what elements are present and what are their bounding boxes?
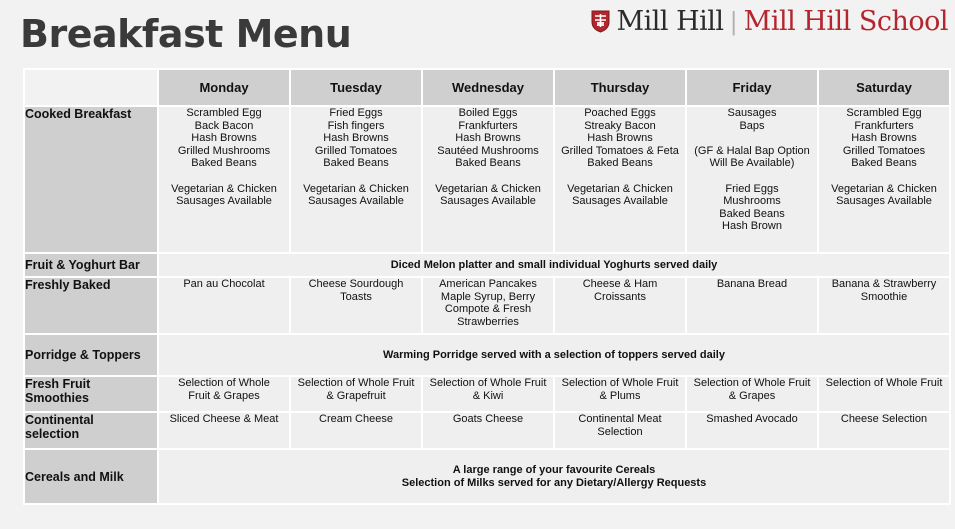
menu-item-line: Selection of Milks served for any Dietary/Allergy Requests bbox=[401, 476, 707, 489]
menu-item-line: Baked Beans bbox=[455, 157, 521, 170]
menu-item-line: Vegetarian & Chicken bbox=[831, 182, 937, 195]
menu-item-line: Hash Browns bbox=[191, 132, 257, 145]
cooked-tuesday bbox=[290, 106, 422, 253]
menu-item-line: Poached Eggs bbox=[584, 107, 656, 119]
row-cereals-milk bbox=[24, 449, 950, 504]
school-logo bbox=[591, 6, 948, 37]
smoothies-monday bbox=[158, 376, 290, 412]
day-header-monday: Monday bbox=[158, 69, 290, 106]
row-label-cereals-milk: Cereals and Milk bbox=[24, 449, 158, 504]
menu-item-line: Hash Browns bbox=[323, 132, 389, 145]
menu-item-line: selection bbox=[25, 427, 80, 441]
continental-tuesday bbox=[290, 412, 422, 449]
menu-item-line: Cheese Selection bbox=[840, 413, 928, 425]
smoothies-wednesday bbox=[422, 376, 554, 412]
baked-tuesday bbox=[290, 277, 422, 334]
menu-item-line: Goats Cheese bbox=[452, 413, 524, 425]
line-spacer bbox=[423, 170, 553, 183]
cooked-wednesday bbox=[422, 106, 554, 253]
menu-item-line: Selection of Whole Fruit bbox=[297, 377, 415, 389]
menu-item-line: Sausages Available bbox=[572, 195, 668, 208]
menu-item-line: American Pancakes bbox=[439, 278, 537, 290]
menu-item-line: Sliced Cheese & Meat bbox=[169, 413, 279, 425]
cooked-saturday bbox=[818, 106, 950, 253]
menu-item-line: Hash Browns bbox=[587, 132, 653, 145]
row-label-fruit-yoghurt-bar: Fruit & Yoghurt Bar bbox=[24, 253, 158, 277]
row-label-porridge-toppers: Porridge & Toppers bbox=[24, 334, 158, 376]
line-spacer bbox=[687, 132, 817, 145]
menu-item-line: Banana & Strawberry bbox=[831, 278, 937, 290]
row-continental-selection bbox=[24, 412, 950, 449]
menu-item-line: Frankfurters bbox=[458, 119, 518, 132]
menu-item-line: Cream Cheese bbox=[319, 413, 393, 425]
menu-item-line: Banana Bread bbox=[716, 278, 788, 290]
row-label-cooked-breakfast: Cooked Breakfast bbox=[24, 106, 158, 253]
menu-item-line: Continental Meat bbox=[578, 413, 662, 425]
menu-item-line: Fish fingers bbox=[327, 119, 385, 132]
menu-item-line: Cheese Sourdough bbox=[308, 278, 404, 290]
line-spacer bbox=[819, 170, 949, 183]
menu-item-line: Boiled Eggs bbox=[458, 107, 518, 119]
row-label-fresh-fruit-smoothies bbox=[24, 376, 158, 412]
baked-friday bbox=[686, 277, 818, 334]
menu-item-line: Mushrooms bbox=[723, 195, 781, 208]
line-spacer bbox=[687, 170, 817, 183]
menu-item-line: Grilled Mushrooms bbox=[177, 144, 271, 157]
menu-item-line: Compote & Fresh bbox=[444, 303, 532, 316]
menu-item-line: Sautéed Mushrooms bbox=[437, 144, 539, 157]
menu-item-line: Continental bbox=[25, 413, 94, 427]
continental-thursday bbox=[554, 412, 686, 449]
menu-item-line: Fruit & Grapes bbox=[188, 389, 260, 402]
day-header-saturday: Saturday bbox=[818, 69, 950, 106]
fruit-yoghurt-daily: Diced Melon platter and small individual Yoghurts served daily bbox=[158, 253, 950, 277]
menu-item-line: Strawberries bbox=[457, 315, 519, 328]
menu-item-line: Toasts bbox=[340, 290, 372, 303]
baked-monday bbox=[158, 277, 290, 334]
continental-friday bbox=[686, 412, 818, 449]
menu-item-line: & Grapes bbox=[728, 389, 776, 402]
menu-item-line: Grilled Tomatoes & Feta bbox=[561, 144, 679, 157]
menu-item-line: Sausages Available bbox=[176, 195, 272, 208]
baked-thursday bbox=[554, 277, 686, 334]
logo-name-school: Mill Hill School bbox=[743, 6, 948, 37]
menu-item-line: Hash Brown bbox=[722, 220, 782, 233]
line-spacer bbox=[159, 170, 289, 183]
smoothies-saturday bbox=[818, 376, 950, 412]
cooked-monday bbox=[158, 106, 290, 253]
logo-separator: | bbox=[729, 7, 738, 36]
cooked-friday bbox=[686, 106, 818, 253]
day-header-tuesday: Tuesday bbox=[290, 69, 422, 106]
menu-item-line: Back Bacon bbox=[194, 119, 254, 132]
menu-item-line: Baps bbox=[739, 119, 765, 132]
crest-icon bbox=[591, 10, 610, 33]
menu-item-line: Baked Beans bbox=[323, 157, 389, 170]
menu-item-line: Selection of Whole bbox=[178, 377, 270, 389]
continental-wednesday bbox=[422, 412, 554, 449]
menu-item-line: Hash Browns bbox=[455, 132, 521, 145]
baked-wednesday bbox=[422, 277, 554, 334]
day-header-thursday: Thursday bbox=[554, 69, 686, 106]
menu-item-line: A large range of your favourite Cereals bbox=[452, 463, 656, 476]
smoothies-tuesday bbox=[290, 376, 422, 412]
menu-item-line: Sausages Available bbox=[836, 195, 932, 208]
menu-item-line: Selection of Whole Fruit bbox=[825, 377, 943, 389]
menu-item-line: Sausages bbox=[727, 107, 777, 119]
smoothies-friday bbox=[686, 376, 818, 412]
menu-item-line: & Kiwi bbox=[472, 389, 504, 402]
row-fresh-fruit-smoothies bbox=[24, 376, 950, 412]
menu-item-line: & Grapefruit bbox=[326, 389, 386, 402]
row-label-continental-selection bbox=[24, 412, 158, 449]
row-freshly-baked bbox=[24, 277, 950, 334]
menu-item-line: Scrambled Egg bbox=[186, 107, 262, 119]
menu-item-line: Selection of Whole Fruit bbox=[693, 377, 811, 389]
menu-item-line: Fried Eggs bbox=[329, 107, 383, 119]
row-porridge-toppers bbox=[24, 334, 950, 376]
menu-item-line: Will Be Available) bbox=[709, 157, 795, 170]
menu-item-line: Frankfurters bbox=[854, 119, 914, 132]
menu-item-line: Baked Beans bbox=[719, 207, 785, 220]
menu-item-line: Fried Eggs bbox=[725, 182, 779, 195]
menu-item-line: Selection of Whole Fruit bbox=[561, 377, 679, 389]
header-corner bbox=[24, 69, 158, 106]
menu-item-line: Baked Beans bbox=[191, 157, 257, 170]
menu-item-line: Pan au Chocolat bbox=[183, 278, 265, 290]
menu-item-line: Scrambled Egg bbox=[846, 107, 922, 119]
menu-item-line: Smoothie bbox=[860, 290, 908, 303]
row-fruit-yoghurt-bar bbox=[24, 253, 950, 277]
day-header-wednesday: Wednesday bbox=[422, 69, 554, 106]
menu-item-line: Selection bbox=[597, 425, 643, 438]
porridge-daily: Warming Porridge served with a selection of toppers served daily bbox=[158, 334, 950, 376]
menu-item-line: Fresh Fruit bbox=[25, 377, 91, 391]
menu-item-line: Grilled Tomatoes bbox=[842, 144, 926, 157]
menu-item-line: Vegetarian & Chicken bbox=[303, 182, 409, 195]
menu-item-line: Smashed Avocado bbox=[706, 413, 798, 425]
menu-item-line: Vegetarian & Chicken bbox=[171, 182, 277, 195]
menu-item-line: Baked Beans bbox=[587, 157, 653, 170]
row-label-freshly-baked: Freshly Baked bbox=[24, 277, 158, 334]
menu-item-line: Croissants bbox=[594, 290, 646, 303]
menu-item-line: (GF & Halal Bap Option bbox=[694, 144, 810, 157]
cereals-milk-daily bbox=[158, 449, 950, 504]
row-cooked-breakfast bbox=[24, 106, 950, 253]
page-title: Breakfast Menu bbox=[20, 12, 352, 56]
smoothies-thursday bbox=[554, 376, 686, 412]
menu-item-line: Selection of Whole Fruit bbox=[429, 377, 547, 389]
menu-item-line: Cheese & Ham bbox=[582, 278, 658, 290]
baked-saturday bbox=[818, 277, 950, 334]
menu-table bbox=[23, 68, 951, 505]
menu-item-line: Smoothies bbox=[25, 391, 89, 405]
menu-item-line: & Plums bbox=[599, 389, 641, 402]
logo-name-primary: Mill Hill bbox=[616, 6, 724, 37]
day-header-friday: Friday bbox=[686, 69, 818, 106]
menu-item-line: Streaky Bacon bbox=[584, 119, 656, 132]
menu-item-line: Sausages Available bbox=[308, 195, 404, 208]
menu-item-line: Maple Syrup, Berry bbox=[440, 290, 536, 303]
menu-item-line: Vegetarian & Chicken bbox=[435, 182, 541, 195]
menu-item-line: Vegetarian & Chicken bbox=[567, 182, 673, 195]
line-spacer bbox=[555, 170, 685, 183]
continental-monday bbox=[158, 412, 290, 449]
menu-item-line: Baked Beans bbox=[851, 157, 917, 170]
menu-item-line: Hash Browns bbox=[851, 132, 917, 145]
menu-item-line: Grilled Tomatoes bbox=[314, 144, 398, 157]
cooked-thursday bbox=[554, 106, 686, 253]
continental-saturday bbox=[818, 412, 950, 449]
line-spacer bbox=[291, 170, 421, 183]
menu-item-line: Sausages Available bbox=[440, 195, 536, 208]
